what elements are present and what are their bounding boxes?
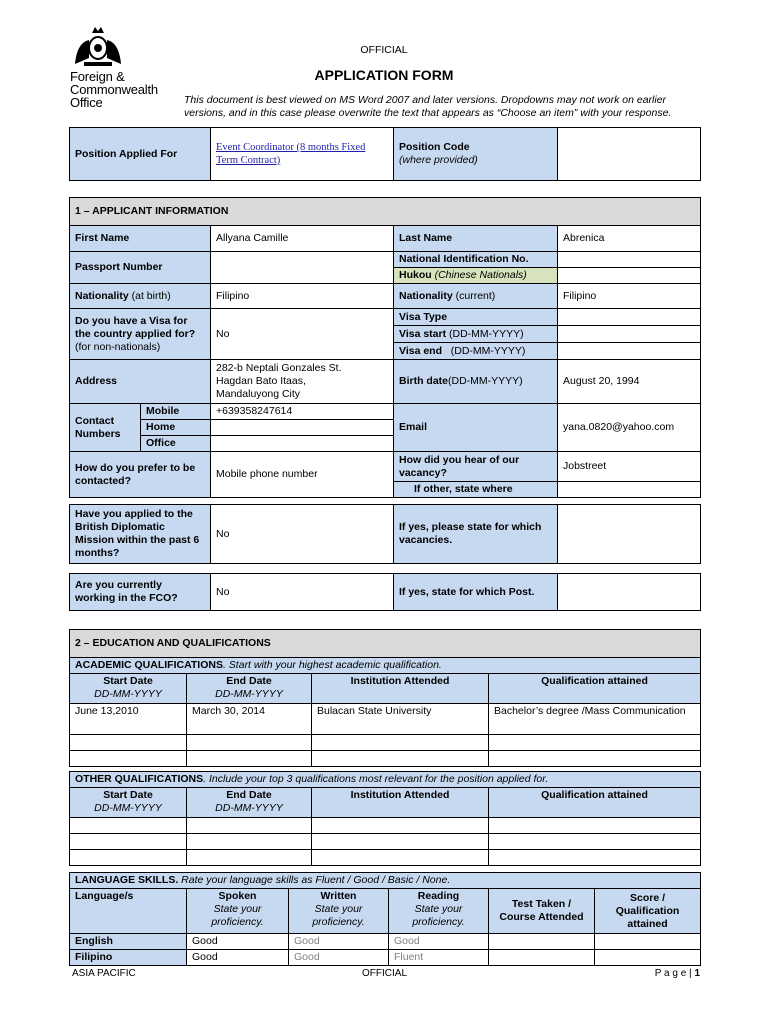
- fco-question: Are you currently working in the FCO?: [70, 574, 211, 611]
- test-taken-header: Test Taken / Course Attended: [489, 889, 595, 934]
- nationality-current-field[interactable]: Filipino: [558, 284, 701, 309]
- mission-followup-field[interactable]: [558, 505, 701, 564]
- language-header: Language/s: [70, 889, 187, 934]
- education-table: [69, 629, 701, 767]
- other-end-date-cell[interactable]: [187, 834, 312, 850]
- other-source-label: If other, state where: [394, 482, 558, 498]
- written-cell[interactable]: Good: [289, 950, 389, 966]
- academic-qualification-cell[interactable]: [489, 735, 701, 751]
- fco-followup-field[interactable]: [558, 574, 701, 611]
- mission-table: [69, 504, 701, 564]
- other-qualification-cell[interactable]: [489, 818, 701, 834]
- home-label: Home: [141, 420, 211, 436]
- birth-date-label: Birth date(DD-MM-YYYY): [394, 360, 558, 404]
- position-code-label: Position Code (where provided): [394, 128, 558, 181]
- last-name-label: Last Name: [394, 226, 558, 252]
- test-taken-cell[interactable]: [489, 950, 595, 966]
- other-qualification-header: Qualification attained: [489, 788, 701, 818]
- score-cell[interactable]: [595, 950, 701, 966]
- test-taken-cell[interactable]: [489, 934, 595, 950]
- position-code-field[interactable]: [558, 128, 701, 181]
- academic-institution-header: Institution Attended: [312, 674, 489, 704]
- academic-title: ACADEMIC QUALIFICATIONS. Start with your highest academic qualification.: [70, 658, 701, 674]
- mission-answer-field[interactable]: No: [211, 505, 394, 564]
- other-institution-cell[interactable]: [312, 834, 489, 850]
- position-label: Position Applied For: [70, 128, 211, 181]
- first-name-field[interactable]: Allyana Camille: [211, 226, 394, 252]
- table-row: [70, 850, 701, 866]
- passport-field[interactable]: [211, 252, 394, 284]
- table-row: [70, 704, 701, 735]
- spoken-cell[interactable]: Good: [187, 934, 289, 950]
- address-field[interactable]: 282-b Neptali Gonzales St. Hagdan Bato Itaas, Mandaluyong City: [211, 360, 394, 404]
- score-header: Score / Qualification attained: [595, 889, 701, 934]
- language-name-cell: Filipino: [70, 950, 187, 966]
- reading-header: Reading State your proficiency.: [389, 889, 489, 934]
- first-name-label: First Name: [70, 226, 211, 252]
- other-qualification-cell[interactable]: [489, 834, 701, 850]
- other-start-date-cell[interactable]: [70, 818, 187, 834]
- fco-answer-field[interactable]: No: [211, 574, 394, 611]
- visa-answer-field[interactable]: No: [211, 309, 394, 360]
- nationality-birth-label: Nationality (at birth): [70, 284, 211, 309]
- written-cell[interactable]: Good: [289, 934, 389, 950]
- contact-numbers-label: Contact Numbers: [70, 404, 141, 452]
- mobile-label: Mobile: [141, 404, 211, 420]
- footer-region: ASIA PACIFIC: [72, 968, 136, 979]
- vacancy-source-field[interactable]: Jobstreet: [558, 452, 701, 482]
- mission-followup-label: If yes, please state for which vacancies.: [394, 505, 558, 564]
- applicant-info-table: [69, 197, 701, 498]
- academic-qualification-cell[interactable]: Bachelor’s degree /Mass Communication: [489, 704, 701, 735]
- address-label: Address: [70, 360, 211, 404]
- table-row: [70, 751, 701, 767]
- passport-label: Passport Number: [70, 252, 211, 284]
- academic-end-date-cell[interactable]: [187, 751, 312, 767]
- academic-institution-cell[interactable]: [312, 735, 489, 751]
- academic-institution-cell[interactable]: [312, 751, 489, 767]
- hukou-field[interactable]: [558, 268, 701, 284]
- other-end-date-header: End Date DD-MM-YYYY: [187, 788, 312, 818]
- fco-table: [69, 573, 701, 611]
- contact-preference-field[interactable]: Mobile phone number: [211, 452, 394, 498]
- academic-start-date-header: Start Date DD-MM-YYYY: [70, 674, 187, 704]
- other-institution-cell[interactable]: [312, 818, 489, 834]
- vacancy-source-label: How did you hear of our vacancy?: [394, 452, 558, 482]
- table-row: [70, 818, 701, 834]
- academic-end-date-cell[interactable]: [187, 735, 312, 751]
- footer-classification: OFFICIAL: [362, 968, 408, 979]
- visa-type-field[interactable]: [558, 309, 701, 326]
- other-qualifications-table: [69, 771, 701, 866]
- nationality-birth-field[interactable]: Filipino: [211, 284, 394, 309]
- table-row: [70, 735, 701, 751]
- home-field[interactable]: [211, 420, 394, 436]
- intro-note: This document is best viewed on MS Word 2007 and later versions. Dropdowns may not work on earlier versions, and in this case please overwrite the text that appears as “Choose an item” with your response.: [184, 94, 672, 119]
- visa-type-label: Visa Type: [394, 309, 558, 326]
- other-qualification-cell[interactable]: [489, 850, 701, 866]
- table-row: [70, 834, 701, 850]
- academic-institution-cell[interactable]: Bulacan State University: [312, 704, 489, 735]
- logo-text: Foreign & Commonwealth Office: [70, 69, 158, 110]
- academic-qualification-cell[interactable]: [489, 751, 701, 767]
- academic-end-date-cell[interactable]: March 30, 2014: [187, 704, 312, 735]
- page-title: APPLICATION FORM: [314, 67, 454, 83]
- table-row: [70, 934, 701, 950]
- written-header: Written State your proficiency.: [289, 889, 389, 934]
- visa-start-label: Visa start (DD-MM-YYYY): [394, 326, 558, 343]
- other-institution-cell[interactable]: [312, 850, 489, 866]
- visa-question: Do you have a Visa for the country applied for? (for non-nationals): [70, 309, 211, 360]
- visa-end-label: Visa end (DD-MM-YYYY): [394, 343, 558, 360]
- score-cell[interactable]: [595, 934, 701, 950]
- office-label: Office: [141, 436, 211, 452]
- spoken-header: Spoken State your proficiency.: [187, 889, 289, 934]
- other-start-date-cell[interactable]: [70, 834, 187, 850]
- spoken-cell[interactable]: Good: [187, 950, 289, 966]
- other-end-date-cell[interactable]: [187, 818, 312, 834]
- other-qualifications-title: OTHER QUALIFICATIONS. Include your top 3 qualifications most relevant for the position applied for.: [70, 772, 701, 788]
- classification-header: OFFICIAL: [360, 44, 408, 56]
- mobile-field[interactable]: +639358247614: [211, 404, 394, 420]
- contact-preference-label: How do you prefer to be contacted?: [70, 452, 211, 498]
- office-field[interactable]: [211, 436, 394, 452]
- language-name-cell: English: [70, 934, 187, 950]
- national-id-field[interactable]: [558, 252, 701, 268]
- email-field[interactable]: yana.0820@yahoo.com: [558, 404, 701, 452]
- reading-cell[interactable]: Good: [389, 934, 489, 950]
- other-start-date-cell[interactable]: [70, 850, 187, 866]
- last-name-field[interactable]: Abrenica: [558, 226, 701, 252]
- other-start-date-header: Start Date DD-MM-YYYY: [70, 788, 187, 818]
- nationality-current-label: Nationality (current): [394, 284, 558, 309]
- position-value[interactable]: Event Coordinator (8 months Fixed Term Contract): [211, 128, 394, 181]
- position-table: [69, 127, 701, 181]
- visa-start-field[interactable]: [558, 326, 701, 343]
- applicant-section-title: 1 – APPLICANT INFORMATION: [70, 198, 701, 226]
- academic-start-date-cell[interactable]: [70, 751, 187, 767]
- language-skills-table: [69, 872, 701, 966]
- other-end-date-cell[interactable]: [187, 850, 312, 866]
- hukou-label: Hukou (Chinese Nationals): [394, 268, 558, 284]
- other-institution-header: Institution Attended: [312, 788, 489, 818]
- footer-page-number: P a g e | 1: [654, 968, 700, 979]
- language-skills-title: LANGUAGE SKILLS. Rate your language skills as Fluent / Good / Basic / None.: [70, 873, 701, 889]
- email-label: Email: [394, 404, 558, 452]
- table-row: [70, 950, 701, 966]
- other-source-field[interactable]: [558, 482, 701, 498]
- reading-cell[interactable]: Fluent: [389, 950, 489, 966]
- academic-start-date-cell[interactable]: June 13,2010: [70, 704, 187, 735]
- national-id-label: National Identification No.: [394, 252, 558, 268]
- academic-end-date-header: End Date DD-MM-YYYY: [187, 674, 312, 704]
- mission-question: Have you applied to the British Diplomatic Mission within the past 6 months?: [70, 505, 211, 564]
- academic-start-date-cell[interactable]: [70, 735, 187, 751]
- visa-end-field[interactable]: [558, 343, 701, 360]
- academic-qualification-header: Qualification attained: [489, 674, 701, 704]
- fco-followup-label: If yes, state for which Post.: [394, 574, 558, 611]
- birth-date-field[interactable]: August 20, 1994: [558, 360, 701, 404]
- education-section-title: 2 – EDUCATION AND QUALIFICATIONS: [70, 630, 701, 658]
